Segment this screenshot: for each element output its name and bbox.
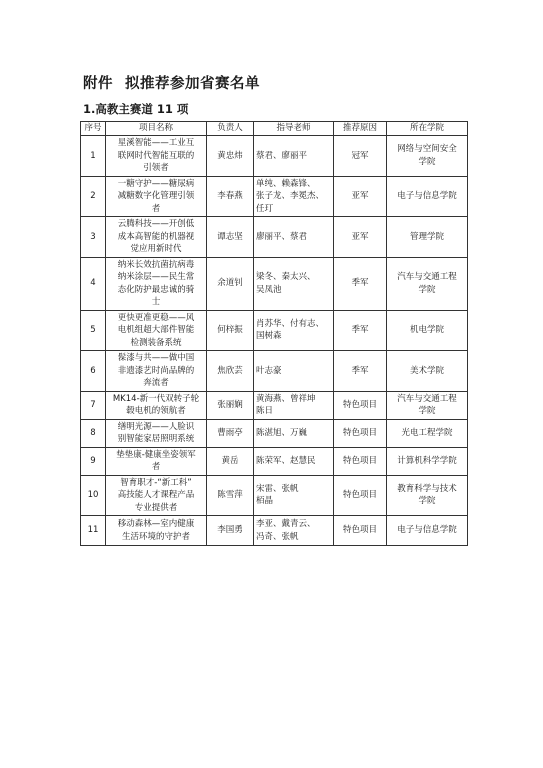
- table-row: [81, 516, 468, 546]
- college-line: 教育科学与技术: [397, 483, 457, 494]
- advisor-line: 肖苏华、付有志、: [256, 318, 325, 329]
- cell-reason: 冠军: [334, 136, 387, 177]
- cell-no: 5: [81, 310, 106, 351]
- table-row: [81, 176, 468, 217]
- advisor-line: 廖丽平、蔡君: [256, 231, 308, 242]
- project-name-line: 纳米涂层——民生常: [117, 272, 195, 282]
- table-row: [81, 475, 468, 516]
- project-name-line: 缮明光源——人脸识: [117, 421, 195, 432]
- college-line: 学院: [418, 284, 436, 295]
- cell-leader: 李国勇: [207, 516, 254, 546]
- page-title: [83, 72, 260, 93]
- table-body: [81, 136, 468, 546]
- cell-college: [387, 217, 468, 258]
- cell-college: [387, 136, 468, 177]
- college-line: 电子与信息学院: [397, 525, 457, 536]
- project-name-line: 成本高智能的机器视: [117, 231, 195, 242]
- college-line: 学院: [418, 156, 436, 167]
- table-header-row: [81, 122, 468, 136]
- advisor-line: 李亚、戴青云、: [256, 519, 316, 529]
- cell-reason: 亚军: [334, 217, 387, 258]
- project-name-line: 引领者: [143, 163, 169, 173]
- college-line: 机电学院: [409, 325, 444, 335]
- cell-leader: 张丽娴: [207, 391, 254, 419]
- advisor-line: 蔡君、廖丽平: [256, 150, 308, 161]
- advisor-line: 梁冬、秦太兴、: [256, 272, 316, 282]
- section-title: 1.高教主赛道 11 项: [83, 102, 189, 116]
- cell-advisor: [254, 257, 334, 310]
- project-name-line: 觉应用新时代: [130, 244, 182, 254]
- cell-no: 1: [81, 136, 106, 177]
- cell-advisor: [254, 419, 334, 447]
- cell-leader: 李春燕: [207, 176, 254, 217]
- cell-no: 3: [81, 217, 106, 258]
- project-name-line: 者: [151, 462, 161, 472]
- header-leader: 负责人: [207, 122, 254, 136]
- table-row: [81, 136, 468, 177]
- table-row: [81, 351, 468, 392]
- cell-no: 11: [81, 516, 106, 546]
- project-name-line: 更快更准更稳——风: [117, 312, 195, 323]
- advisor-line: 单纯、赖森锋、: [256, 178, 316, 189]
- cell-no: 7: [81, 391, 106, 419]
- project-name-line: 减糖数字化管理引领: [117, 191, 195, 201]
- cell-advisor: [254, 310, 334, 351]
- college-line: 美术学院: [409, 365, 444, 376]
- advisor-line: 国树森: [256, 331, 282, 342]
- project-name-line: 高技能人才课程产品: [117, 490, 195, 500]
- cell-leader: 黄岳: [207, 447, 254, 475]
- project-name-line: 态化防护最忠诚的骑: [117, 284, 195, 295]
- project-name-line: 垫垫康-健康坐姿领军: [116, 449, 196, 460]
- project-name-line: 一糖守护——糖尿病: [117, 178, 195, 189]
- project-name-line: 专业提供者: [134, 502, 178, 513]
- table-row: [81, 257, 468, 310]
- project-name-line: 髹漆与共——做中国: [117, 353, 195, 363]
- table-row: [81, 310, 468, 351]
- cell-advisor: [254, 136, 334, 177]
- cell-leader: 陈雪萍: [207, 475, 254, 516]
- college-line: 电子与信息学院: [397, 191, 457, 201]
- table-row: [81, 447, 468, 475]
- project-name-line: 者: [151, 203, 161, 214]
- cell-college: [387, 257, 468, 310]
- project-name-line: 毂电机的领航者: [126, 406, 186, 416]
- project-name-line: 别智能家居照明系统: [117, 434, 195, 444]
- cell-college: [387, 176, 468, 217]
- cell-advisor: [254, 391, 334, 419]
- cell-project: [106, 176, 207, 217]
- cell-reason: 特色项目: [334, 419, 387, 447]
- header-reason: 推荐原因: [334, 122, 387, 136]
- table-row: [81, 391, 468, 419]
- cell-project: [106, 391, 207, 419]
- advisor-line: 栢晶: [256, 496, 274, 507]
- cell-no: 2: [81, 176, 106, 217]
- project-name-line: 电机组超大部件智能: [117, 325, 195, 335]
- project-name-line: 士: [151, 297, 161, 307]
- project-name-line: MK14-新一代双转子轮: [112, 393, 200, 404]
- advisor-line: 黄海燕、曾祥坤: [256, 393, 316, 404]
- header-no: 序号: [81, 122, 106, 136]
- cell-project: [106, 136, 207, 177]
- cell-reason: 季军: [334, 257, 387, 310]
- advisor-line: 陈湛旭、万巍: [256, 427, 308, 438]
- college-line: 学院: [418, 496, 436, 507]
- project-name-line: 智育职才-“新工科”: [120, 477, 192, 488]
- college-line: 汽车与交通工程: [397, 393, 457, 404]
- cell-no: 10: [81, 475, 106, 516]
- cell-leader: 黄忠炜: [207, 136, 254, 177]
- project-name-line: 云腾科技——开创低: [117, 219, 195, 229]
- cell-reason: 季军: [334, 351, 387, 392]
- advisor-line: 冯奇、张帆: [256, 531, 299, 542]
- cell-project: [106, 351, 207, 392]
- cell-project: [106, 310, 207, 351]
- cell-project: [106, 516, 207, 546]
- advisor-line: 任玎: [256, 203, 274, 214]
- cell-college: [387, 310, 468, 351]
- cell-leader: 曹雨亭: [207, 419, 254, 447]
- college-line: 计算机科学学院: [397, 455, 457, 466]
- project-name-line: 星溪智能——工业互: [117, 138, 195, 148]
- advisor-line: 宋雷、张帆: [256, 483, 299, 494]
- cell-no: 8: [81, 419, 106, 447]
- table-row: [81, 419, 468, 447]
- header-advisor: 指导老师: [254, 122, 334, 136]
- cell-project: [106, 217, 207, 258]
- cell-leader: 谭志坚: [207, 217, 254, 258]
- cell-leader: 焦欣芸: [207, 351, 254, 392]
- cell-college: [387, 391, 468, 419]
- cell-advisor: [254, 447, 334, 475]
- advisor-line: 吴凤池: [256, 284, 282, 295]
- project-name-line: 移动森林—室内健康: [117, 519, 195, 529]
- header-project: 项目名称: [106, 122, 207, 136]
- cell-no: 6: [81, 351, 106, 392]
- header-college: 所在学院: [387, 122, 468, 136]
- cell-college: [387, 447, 468, 475]
- table-row: [81, 217, 468, 258]
- cell-project: [106, 257, 207, 310]
- cell-reason: 季军: [334, 310, 387, 351]
- project-name-line: 检测装备系统: [130, 337, 182, 348]
- college-line: 汽车与交通工程: [397, 272, 457, 282]
- advisor-line: 陈日: [256, 406, 274, 416]
- cell-advisor: [254, 516, 334, 546]
- cell-college: [387, 419, 468, 447]
- advisor-line: 张子龙、李冕杰、: [256, 191, 325, 201]
- cell-leader: 何梓振: [207, 310, 254, 351]
- project-name-line: 非遗漆艺时尚品牌的: [117, 365, 195, 376]
- cell-leader: 余道钊: [207, 257, 254, 310]
- cell-no: 9: [81, 447, 106, 475]
- cell-no: 4: [81, 257, 106, 310]
- project-name-line: 奔流者: [143, 378, 169, 388]
- cell-project: [106, 475, 207, 516]
- college-line: 学院: [418, 406, 436, 416]
- cell-project: [106, 419, 207, 447]
- cell-reason: 特色项目: [334, 391, 387, 419]
- college-line: 光电工程学院: [401, 427, 453, 438]
- nominee-table: [80, 121, 468, 546]
- cell-college: [387, 475, 468, 516]
- advisor-line: 叶志豪: [256, 365, 282, 376]
- cell-college: [387, 516, 468, 546]
- college-line: 管理学院: [409, 231, 444, 242]
- title-text: 拟推荐参加省赛名单: [125, 76, 260, 92]
- cell-reason: 亚军: [334, 176, 387, 217]
- project-name-line: 生活环境的守护者: [121, 531, 190, 542]
- cell-advisor: [254, 351, 334, 392]
- cell-reason: 特色项目: [334, 516, 387, 546]
- cell-advisor: [254, 217, 334, 258]
- title-prefix: 附件: [83, 76, 113, 92]
- college-line: 网络与空间安全: [397, 144, 457, 155]
- cell-advisor: [254, 475, 334, 516]
- cell-reason: 特色项目: [334, 475, 387, 516]
- project-name-line: 联网时代智能互联的: [117, 150, 195, 161]
- cell-reason: 特色项目: [334, 447, 387, 475]
- cell-advisor: [254, 176, 334, 217]
- cell-college: [387, 351, 468, 392]
- project-name-line: 纳米长效抗菌抗病毒: [117, 259, 195, 270]
- cell-project: [106, 447, 207, 475]
- advisor-line: 陈荣军、赵慧民: [256, 455, 316, 466]
